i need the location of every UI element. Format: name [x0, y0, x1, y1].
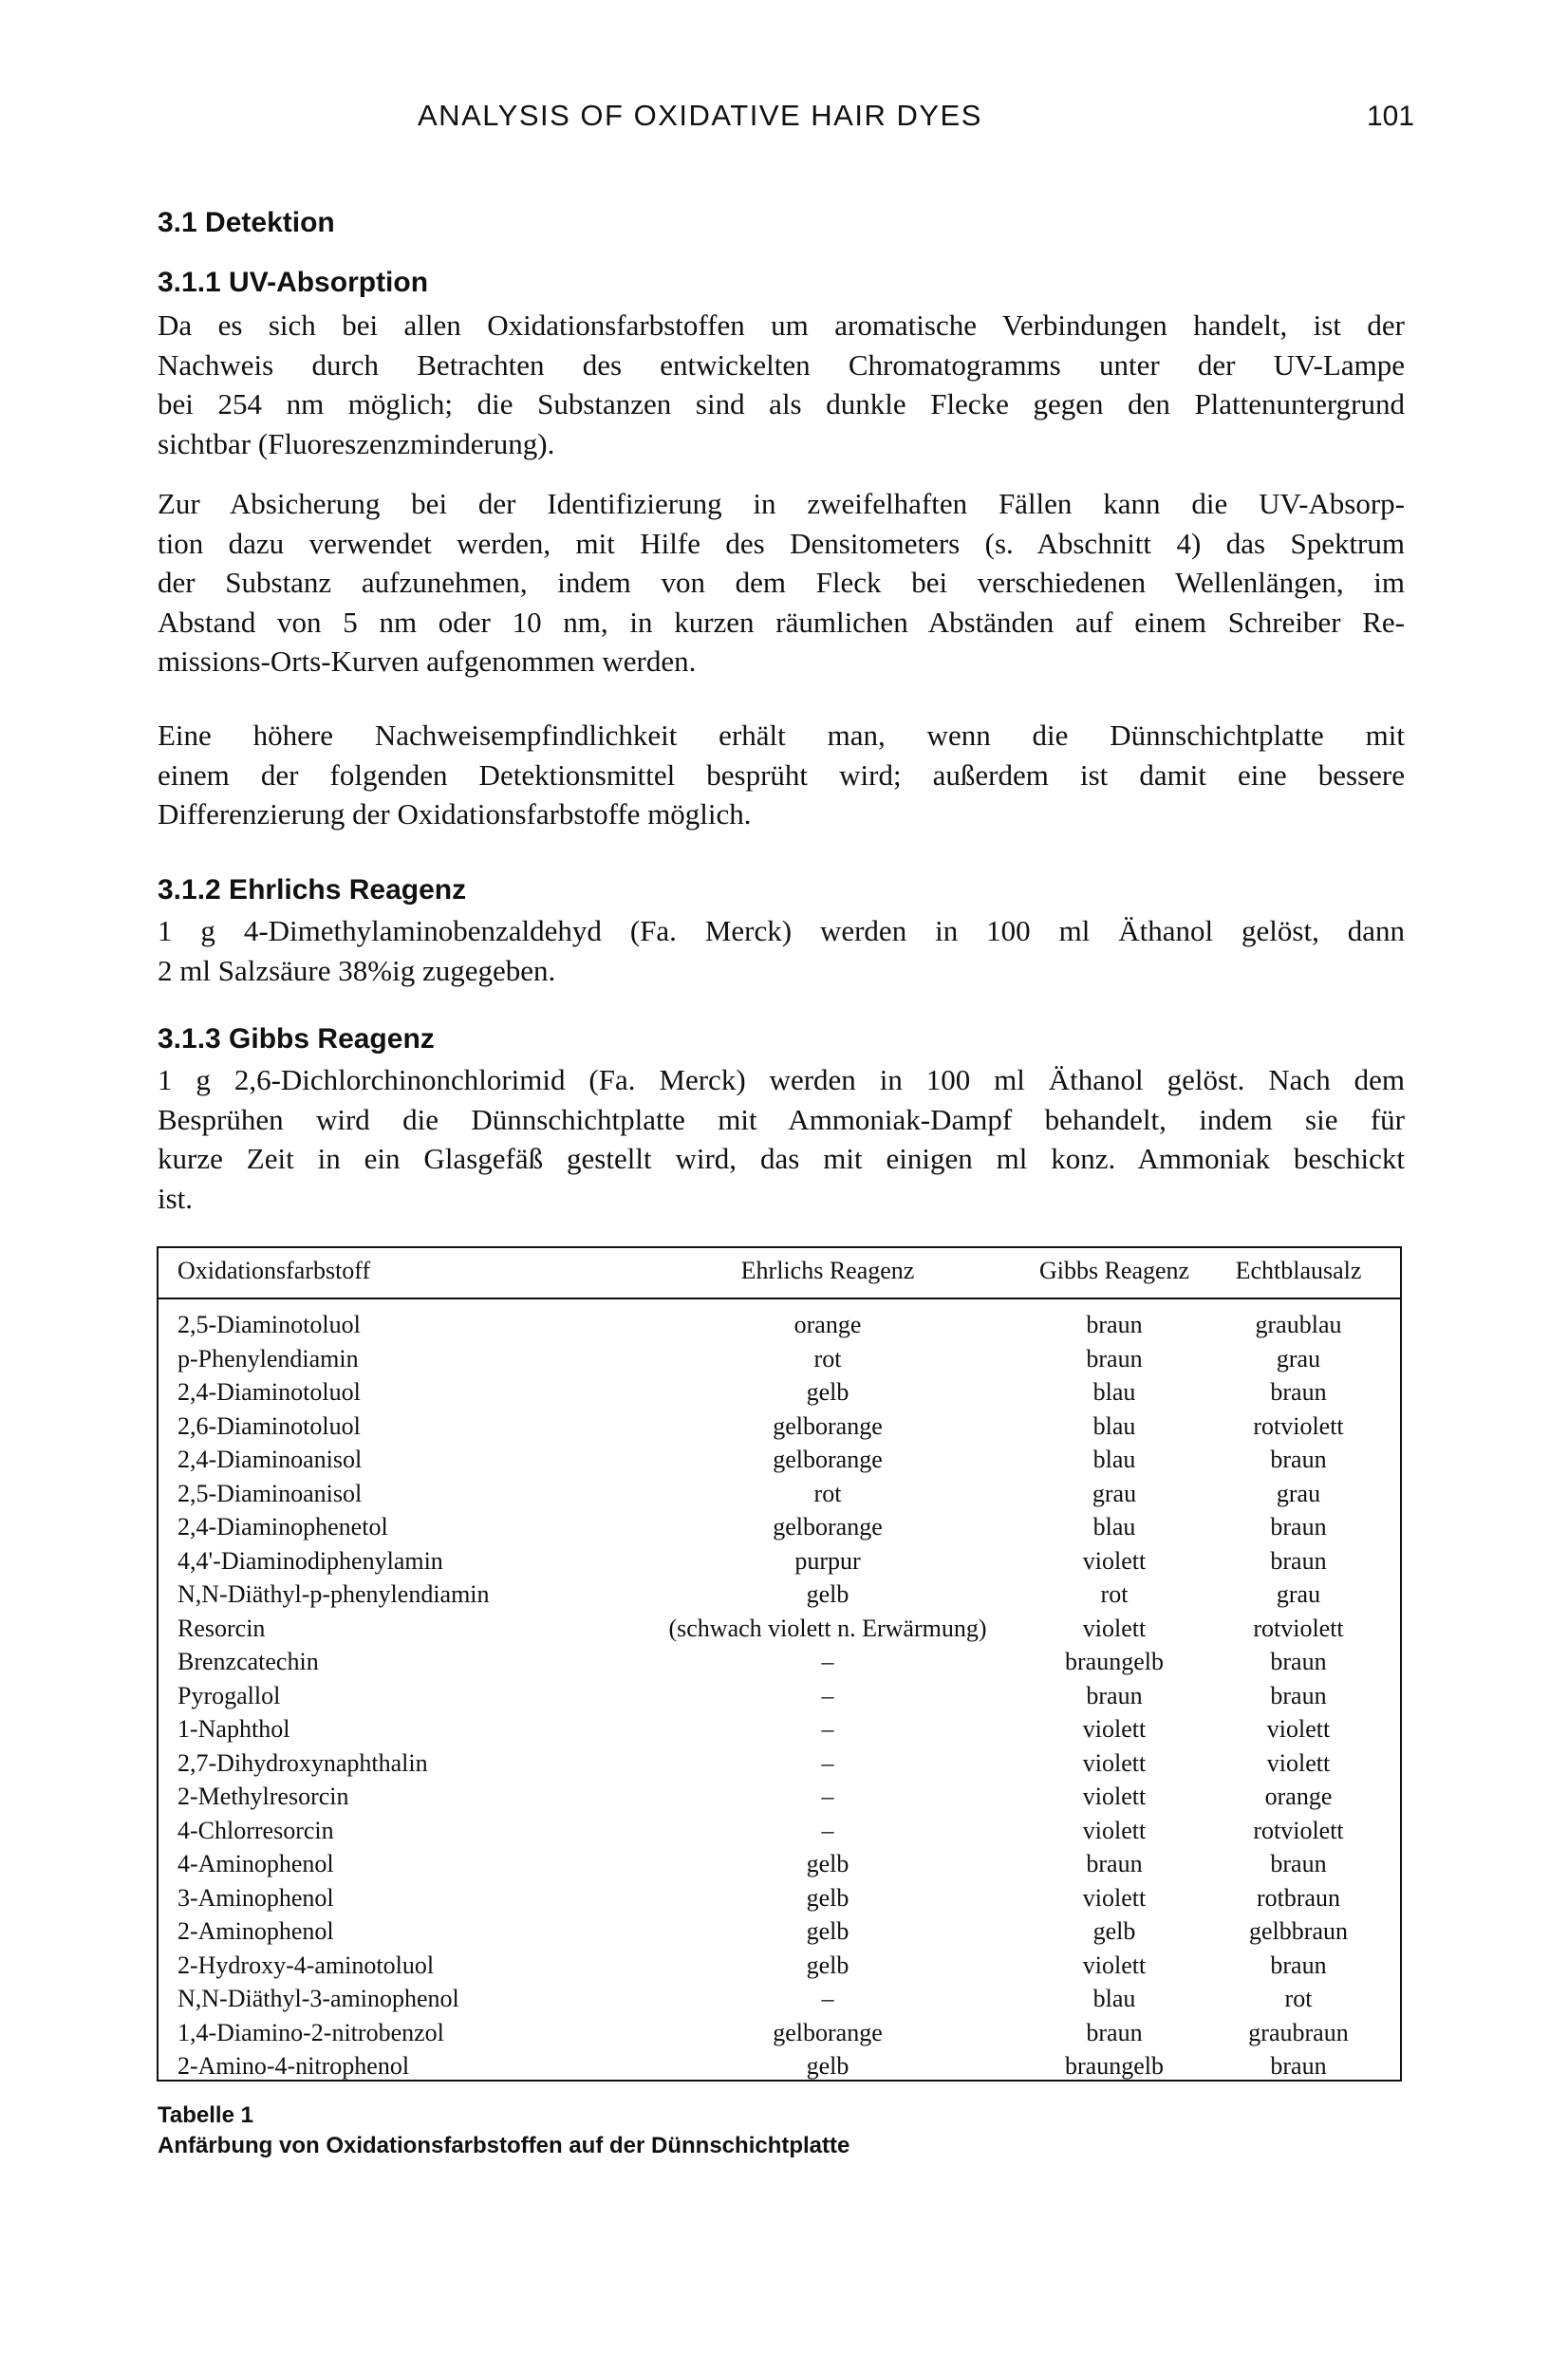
table-cell: 4-Chlorresorcin: [177, 1816, 334, 1844]
text-line: Eine höhere Nachweisempfindlichkeit erhält man, wenn die Dünnschichtplatte mit: [158, 719, 1405, 752]
table-cell: 2,4-Diaminophenetol: [177, 1513, 388, 1541]
table-header: [159, 1248, 1400, 1299]
table-cell: Resorcin: [177, 1614, 266, 1642]
table-cell: –: [821, 1748, 834, 1777]
table-row: [159, 1917, 1400, 1951]
table-cell: gelb: [806, 1580, 849, 1608]
table-cell: gelborange: [773, 1513, 883, 1541]
paragraph-uv-1: [158, 306, 1405, 463]
text-line: Differenzierung der Oxidationsfarbstoffe möglich.: [158, 797, 752, 831]
header-cell: Ehrlichs Reagenz: [740, 1257, 915, 1284]
table-cell: blau: [1092, 1446, 1136, 1473]
table-cell: braun: [1270, 1850, 1327, 1877]
table-cell: 3-Aminophenol: [177, 1883, 334, 1912]
paragraph-ehrlich: [158, 911, 1405, 990]
table-cell: purpur: [794, 1546, 861, 1575]
table-cell: 2,7-Dihydroxynaphthalin: [177, 1748, 428, 1777]
text-line: Abstand von 5 nm oder 10 nm, in kurzen räumlichen Abständen auf einem Schreiber Re-: [158, 605, 1405, 639]
table-cell: braun: [1270, 1681, 1327, 1709]
table-cell: Pyrogallol: [177, 1681, 281, 1709]
table-cell: graubraun: [1248, 2018, 1349, 2046]
table-row: [159, 1682, 1400, 1716]
running-head: ANALYSIS OF OXIDATIVE HAIR DYES: [418, 99, 982, 132]
table-cell: –: [821, 1816, 834, 1844]
table-cell: orange: [1264, 1783, 1333, 1810]
table-cell: braungelb: [1065, 1648, 1164, 1675]
text-line: 1 g 4-Dimethylaminobenzaldehyd (Fa. Merck) werden in 100 ml Äthanol gelöst, dann: [158, 914, 1405, 947]
table-row: [159, 1817, 1400, 1851]
table-row: [159, 1715, 1400, 1749]
text-line: 2 ml Salzsäure 38%ig zugegeben.: [158, 953, 556, 987]
table-cell: 2,6-Diaminotoluol: [177, 1411, 361, 1440]
paragraph-gibbs: [158, 1060, 1405, 1218]
text-line: 1 g 2,6-Dichlorchinonchlorimid (Fa. Merck) werden in 100 ml Äthanol gelöst. Nach dem: [158, 1063, 1405, 1096]
text-line: Besprühen wird die Dünnschichtplatte mit Ammoniak-Dampf behandelt, indem sie für: [158, 1102, 1405, 1136]
section-heading-3-1: 3.1 Detektion: [158, 207, 335, 238]
text-line: Zur Absicherung bei der Identifizierung in zweifelhaften Fällen kann die UV-Absorp-: [158, 487, 1405, 520]
table-cell: braun: [1086, 1850, 1143, 1877]
table-cell: gelb: [806, 1378, 849, 1406]
table-caption-label: Tabelle 1: [158, 2102, 253, 2128]
text-line: der Substanz aufzunehmen, indem von dem Fleck bei verschiedenen Wellenlängen, im: [158, 566, 1405, 599]
table-cell: 2,4-Diaminoanisol: [177, 1446, 363, 1473]
table-cell: rotbraun: [1256, 1883, 1341, 1912]
table-cell: –: [821, 1681, 834, 1709]
table-cell: blau: [1092, 1378, 1136, 1406]
table-row: [159, 1513, 1400, 1547]
table-cell: blau: [1092, 1985, 1136, 2012]
table-row: [159, 1311, 1400, 1345]
table-cell: violett: [1082, 1546, 1147, 1575]
text-line: missions-Orts-Kurven aufgenommen werden.: [158, 644, 697, 678]
table-cell: rot: [1284, 1985, 1313, 2012]
staining-table: [157, 1246, 1402, 2082]
table-row: [159, 1580, 1400, 1615]
table-cell: violett: [1266, 1715, 1331, 1743]
table-cell: orange: [793, 1311, 862, 1338]
page-number: 101: [1367, 101, 1415, 132]
table-cell: braun: [1270, 1446, 1327, 1473]
table-cell: 2-Methylresorcin: [177, 1783, 349, 1810]
table-caption-title: Anfärbung von Oxidationsfarbstoffen auf der Dünnschichtplatte: [158, 2133, 850, 2158]
table-cell: (schwach violett n. Erwärmung): [668, 1614, 987, 1642]
table-cell: 1,4-Diamino-2-nitrobenzol: [177, 2018, 444, 2046]
table-cell: braun: [1086, 1344, 1143, 1373]
table-cell: –: [821, 1648, 834, 1675]
table-cell: graublau: [1255, 1311, 1342, 1338]
table-cell: blau: [1092, 1513, 1136, 1541]
table-row: [159, 1884, 1400, 1918]
table-cell: 2,5-Diaminoanisol: [177, 1479, 363, 1507]
table-cell: violett: [1082, 1951, 1147, 1979]
table-cell: gelborange: [773, 1446, 883, 1473]
table-cell: grau: [1276, 1580, 1321, 1608]
table-cell: grau: [1092, 1479, 1137, 1507]
table-cell: gelb: [806, 2052, 849, 2080]
table-row: [159, 1783, 1400, 1817]
table-cell: –: [821, 1783, 834, 1810]
text-line: einem der folgenden Detektionsmittel besprüht wird; außerdem ist damit eine bessere: [158, 757, 1405, 792]
table-row: [159, 1749, 1400, 1783]
table-cell: braun: [1086, 2018, 1143, 2046]
table-cell: braun: [1270, 1513, 1327, 1541]
header-cell: Oxidationsfarbstoff: [177, 1257, 371, 1284]
table-cell: braungelb: [1065, 2052, 1164, 2080]
table-cell: violett: [1082, 1614, 1147, 1642]
table-cell: p-Phenylendiamin: [177, 1344, 359, 1373]
table-row: [159, 1951, 1400, 1986]
table-cell: 4-Aminophenol: [177, 1850, 334, 1877]
table-cell: –: [821, 1985, 834, 2012]
table-cell: rot: [813, 1479, 842, 1507]
table-cell: braun: [1086, 1681, 1143, 1709]
table-cell: gelbbraun: [1249, 1917, 1348, 1945]
text-line: sichtbar (Fluoreszenzminderung).: [158, 426, 555, 460]
table-cell: violett: [1082, 1816, 1147, 1844]
table-cell: gelb: [806, 1951, 849, 1979]
table-cell: 2-Aminophenol: [177, 1917, 334, 1945]
table-cell: 4,4'-Diaminodiphenylamin: [177, 1546, 443, 1575]
table-row: [159, 1480, 1400, 1514]
table-row: [159, 1378, 1400, 1412]
table-cell: violett: [1082, 1715, 1147, 1743]
table-cell: braun: [1270, 1546, 1327, 1575]
table-cell: 2-Hydroxy-4-aminotoluol: [177, 1951, 435, 1979]
text-line: tion dazu verwendet werden, mit Hilfe des Densitometers (s. Abschnitt 4) das Spektrum: [158, 526, 1405, 560]
text-line: kurze Zeit in ein Glasgefäß gestellt wird, das mit einigen ml konz. Ammoniak beschickt: [158, 1142, 1405, 1175]
table-cell: 2,4-Diaminotoluol: [177, 1378, 361, 1406]
table-cell: rotviolett: [1253, 1411, 1344, 1440]
header-cell: Gibbs Reagenz: [1038, 1257, 1190, 1284]
table-cell: N,N-Diäthyl-3-aminophenol: [177, 1985, 459, 2012]
table-cell: rotviolett: [1253, 1614, 1344, 1642]
table-cell: braun: [1086, 1311, 1143, 1338]
table-cell: N,N-Diäthyl-p-phenylendiamin: [177, 1580, 490, 1608]
table-cell: braun: [1270, 1378, 1327, 1406]
table-cell: gelb: [806, 1883, 849, 1912]
table-cell: violett: [1082, 1883, 1147, 1912]
table-cell: grau: [1276, 1344, 1321, 1373]
table-cell: rotviolett: [1253, 1816, 1344, 1844]
header-cell: Echtblausalz: [1235, 1257, 1362, 1284]
table-cell: 1-Naphthol: [177, 1715, 290, 1743]
table-row: [159, 1985, 1400, 2019]
table-row: [159, 1345, 1400, 1379]
table-cell: braun: [1270, 2052, 1327, 2080]
text-line: Nachweis durch Betrachten des entwickelten Chromatogramms unter der UV-Lampe: [158, 347, 1405, 382]
table-cell: –: [821, 1715, 834, 1743]
table-row: [159, 1547, 1400, 1581]
text-line: bei 254 nm möglich; die Substanzen sind als dunkle Flecke gegen den Plattenuntergrund: [158, 387, 1405, 420]
text-line: ist.: [158, 1181, 194, 1215]
paragraph-uv-2: [158, 484, 1405, 682]
table-row: [159, 1446, 1400, 1480]
table-cell: violett: [1266, 1748, 1331, 1777]
text-line: Da es sich bei allen Oxidationsfarbstoffen um aromatische Verbindungen handelt, ist der: [158, 308, 1405, 342]
table-cell: grau: [1276, 1479, 1321, 1507]
table-cell: rot: [1100, 1580, 1129, 1608]
table-cell: gelb: [1092, 1917, 1136, 1945]
table-cell: Brenzcatechin: [177, 1648, 319, 1675]
paragraph-uv-3: [158, 716, 1405, 834]
table-row: [159, 2052, 1400, 2086]
table-cell: gelb: [806, 1850, 849, 1877]
table-cell: braun: [1270, 1951, 1327, 1979]
section-heading-3-1-3: 3.1.3 Gibbs Reagenz: [158, 1023, 435, 1055]
table-row: [159, 1850, 1400, 1884]
table-row: [159, 1615, 1400, 1649]
table-cell: braun: [1270, 1648, 1327, 1675]
section-heading-3-1-2: 3.1.2 Ehrlichs Reagenz: [158, 874, 467, 906]
table-cell: blau: [1092, 1411, 1136, 1440]
table-cell: gelb: [806, 1917, 849, 1945]
table-cell: gelborange: [773, 2018, 883, 2046]
table-row: [159, 1412, 1400, 1447]
table-cell: violett: [1082, 1748, 1147, 1777]
table-row: [159, 1648, 1400, 1682]
table-cell: gelborange: [773, 1411, 883, 1440]
table-cell: violett: [1082, 1783, 1147, 1810]
table-row: [159, 2019, 1400, 2053]
table-cell: rot: [813, 1344, 842, 1373]
table-cell: 2-Amino-4-nitrophenol: [177, 2052, 410, 2080]
section-heading-3-1-1: 3.1.1 UV-Absorption: [158, 267, 429, 298]
table-cell: 2,5-Diaminotoluol: [177, 1311, 361, 1338]
